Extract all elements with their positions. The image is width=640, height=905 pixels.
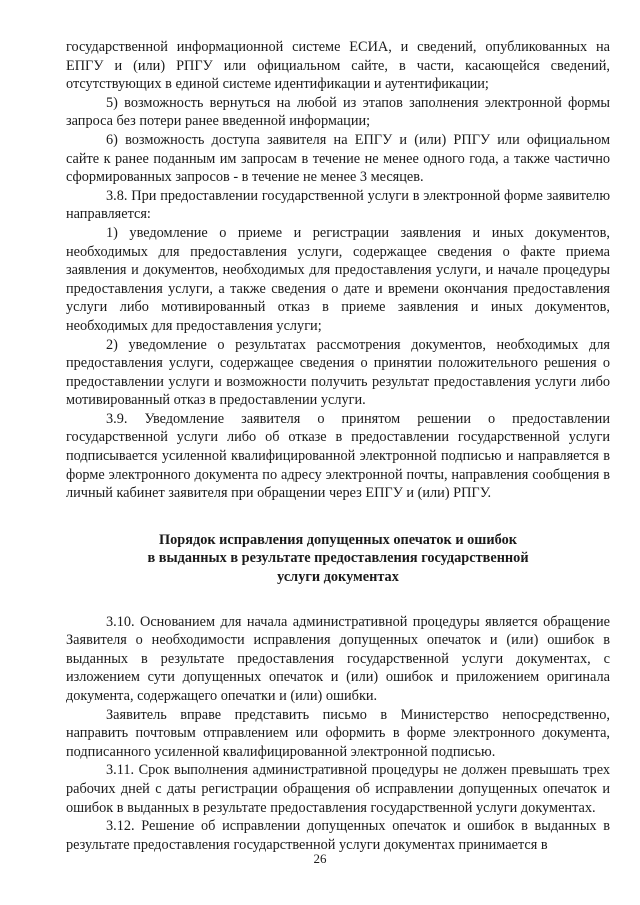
paragraph-3-9: 3.9. Уведомление заявителя о принятом решении о предоставлении государственной услуги либо об отказе в предоставлении государственной услуги подписывается усиленной квалифицированной электронной подписью и направляется в форме электронного документа по адресу электронной почты, направления сообщения в личный кабинет заявителя при обращении через ЕПГУ и (или) РПГУ. xyxy=(66,410,610,502)
page-number: 26 xyxy=(313,851,327,866)
paragraph-3-8-item-2: 2) уведомление о результатах рассмотрения документов, необходимых для предоставления услуги, содержащее сведения о принятии положительного решения о предоставлении услуги и возможности получить результат предоставления услуги либо мотивированный отказ в предоставлении услуги. xyxy=(66,336,610,409)
paragraph-3-8-item-1: 1) уведомление о приеме и регистрации заявления и иных документов, необходимых для предоставления услуги, содержащее сведения о факте приема заявления и документов, необходимых для предоставления услуги, и начале процедуры предоставления услуги, а также сведения о дате и времени окончания предоставления услуги либо мотивированный отказ в приеме заявления и иных документов, необходимых для предоставления услуги; xyxy=(66,224,610,334)
paragraph-item-6: 6) возможность доступа заявителя на ЕПГУ и (или) РПГУ или официальном сайте к ранее поданным им запросам в течение не менее одного года, а также частично сформированных запросов - в течение не менее 3 месяцев. xyxy=(66,131,610,186)
paragraph-item-5: 5) возможность вернуться на любой из этапов заполнения электронной формы запроса без потери ранее введенной информации; xyxy=(66,94,610,130)
paragraph-3-10: 3.10. Основанием для начала административной процедуры является обращение Заявителя о необходимости исправления допущенных опечаток и (или) ошибок в выданных в результате предоставления государственной услуги документах, с изложением сути допущенных опечаток и (или) ошибок и приложением оригинала документа, содержащего опечатки и (или) ошибки. xyxy=(66,613,610,704)
paragraph-3-11: 3.11. Срок выполнения административной процедуры не должен превышать трех рабочих дней с даты регистрации обращения об исправлении допущенных опечаток и ошибок в выданных в результате предоставления государственной услуги документах. xyxy=(66,762,610,816)
section-heading xyxy=(66,531,610,587)
paragraph-3-12: 3.12. Решение об исправлении допущенных опечаток и ошибок в выданных в результате предоставления государственной услуги документах принимается в xyxy=(66,818,610,853)
section-heading-line-3: услуги документах xyxy=(277,569,399,586)
paragraph-3-8: 3.8. При предоставлении государственной услуги в электронной форме заявителю направляется: xyxy=(66,187,610,223)
paragraph-applicant-right: Заявитель вправе представить письмо в Министерство непосредственно, направить почтовым отправлением или оформить в форме электронного документа, подписанного усиленной квалифицированной электронной подписью. xyxy=(66,706,610,760)
section-heading-line-1: Порядок исправления допущенных опечаток и ошибок xyxy=(159,531,517,548)
paragraph-esia-continuation: государственной информационной системе ЕСИА, и сведений, опубликованных на ЕПГУ и (или) РПГУ или официальном сайте, в части, касающейся сведений, отсутствующих в единой системе идентификации и аутентификации; xyxy=(66,39,610,93)
document-body xyxy=(66,38,610,854)
section-heading-line-2: в выданных в результате предоставления государственной xyxy=(147,550,529,567)
